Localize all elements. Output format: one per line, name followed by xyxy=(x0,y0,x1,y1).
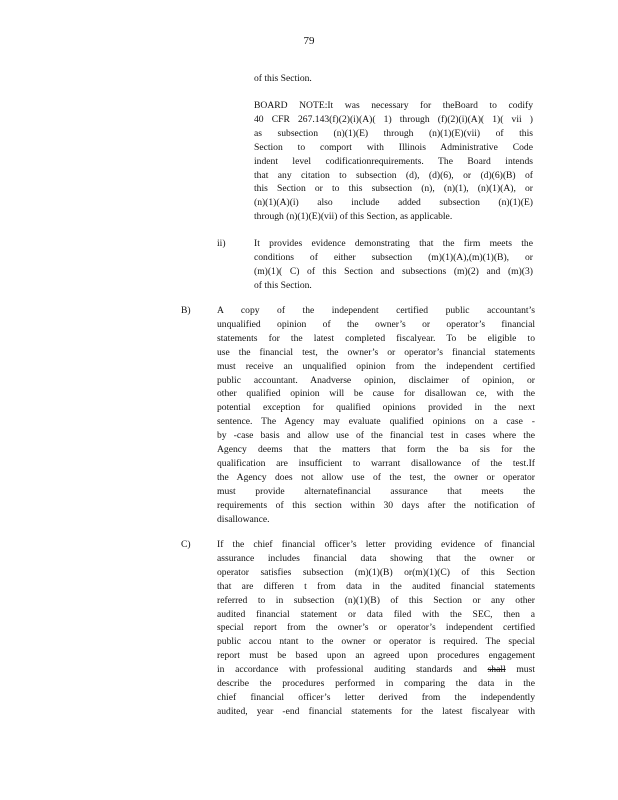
item-marker-c: C) xyxy=(181,539,191,550)
item-b-line: by -case basis and allow use of the financial test in cases where the xyxy=(217,430,535,442)
item-c-line: report must be based upon an agreed upon procedures engagement xyxy=(217,650,535,662)
item-b-line: unqualified opinion of the owner’s or operator’s financial xyxy=(217,318,535,330)
item-b-line: potential exception for qualified opinions provided in the next xyxy=(217,402,535,414)
item-c-line: special report from the owner’s or operator’s independent certified xyxy=(217,622,535,634)
item-c-line: audited financial statement or data filed with the SEC, then a xyxy=(217,608,535,620)
item-b-line: must provide alternatefinancial assurance that meets the xyxy=(217,485,535,497)
item-ii-line: (m)(1)( C) of this Section and subsections (m)(2) and (m)(3) xyxy=(254,265,533,277)
board-note-line: that any citation to subsection (d), (d)(6), or (d)(6)(B) of xyxy=(254,169,533,181)
board-note-line: (n)(1)(A)(i) also include added subsection (n)(1)(E) xyxy=(254,197,533,209)
item-b-line: requirements of this section within 30 days after the notification of xyxy=(217,499,535,511)
board-note-line: through (n)(1)(E)(vii) of this Section, as applicable. xyxy=(254,211,453,223)
board-note-line: BOARD NOTE:It was necessary for theBoard to codify xyxy=(254,100,533,111)
board-note-line: indent level codificationrequirements. The Board intends xyxy=(254,155,533,167)
board-note-line: as subsection (n)(1)(E) through (n)(1)(E)(vii) of this xyxy=(254,127,533,139)
board-note-line: Section to comport with Illinois Administrative Code xyxy=(254,141,533,153)
item-b-line: Agency deems that the matters that form the ba sis for the xyxy=(217,444,535,455)
item-c-line: referred to in subsection (n)(1)(B) of this Section or any other xyxy=(217,594,535,606)
item-ii-line: conditions of either subsection (m)(1)(A),(m)(1)(B), or xyxy=(254,251,533,263)
item-b-line: sentence. The Agency may evaluate qualified opinions on a case - xyxy=(217,416,535,428)
board-note-line: this Section or to this subsection (n), (n)(1), (n)(1)(A), or xyxy=(254,183,533,195)
item-c-line: that are differen t from data in the audited financial statements xyxy=(217,580,535,592)
struck-text: shall xyxy=(487,664,506,676)
item-b-line: the Agency does not allow use of the test, the owner or operator xyxy=(217,471,535,483)
board-note-line: 40 CFR 267.143(f)(2)(i)(A)( 1) through (f)(2)(i)(A)( 1)( vii ) xyxy=(254,113,533,125)
item-b-line: must receive an unqualified opinion from the independent certified xyxy=(217,360,535,372)
item-marker-ii: ii) xyxy=(217,238,226,249)
item-ii-line: It provides evidence demonstrating that the firm meets the xyxy=(254,238,533,249)
item-c-line: audited, year -end financial statements for the latest fiscalyear with xyxy=(217,705,535,717)
item-c-line: public accou ntant to the owner or operator is required. The special xyxy=(217,636,535,648)
page-number: 79 xyxy=(303,35,315,47)
item-c-line: operator satisfies subsection (m)(1)(B) or(m)(1)(C) of this Section xyxy=(217,566,535,578)
item-c-line: describe the procedures performed in comparing the data in the xyxy=(217,678,535,689)
item-b-line: use the financial test, the owner’s or operator’s financial statements xyxy=(217,346,535,358)
item-marker-b: B) xyxy=(181,305,191,316)
item-c-line: in accordance with professional auditing standards and shall must xyxy=(217,664,535,676)
item-b-line: qualification are insufficient to warrant disallowance of the test.If xyxy=(217,457,535,469)
intro-line: of this Section. xyxy=(254,73,312,84)
item-b-line: public accountant. Anadverse opinion, disclaimer of opinion, or xyxy=(217,374,535,386)
item-b-line: statements for the latest completed fiscalyear. To be eligible to xyxy=(217,332,535,344)
item-c-line: chief financial officer’s letter derived from the independently xyxy=(217,691,535,703)
item-b-line: A copy of the independent certified public accountant’s xyxy=(217,305,535,316)
item-c-line: assurance includes financial data showing that the owner or xyxy=(217,552,535,564)
item-b-line: disallowance. xyxy=(217,513,270,525)
item-ii-line: of this Section. xyxy=(254,279,312,291)
item-b-line: other qualified opinion will be cause for disallowan ce, with the xyxy=(217,388,535,400)
item-c-line: If the chief financial officer’s letter providing evidence of financial xyxy=(217,539,535,550)
